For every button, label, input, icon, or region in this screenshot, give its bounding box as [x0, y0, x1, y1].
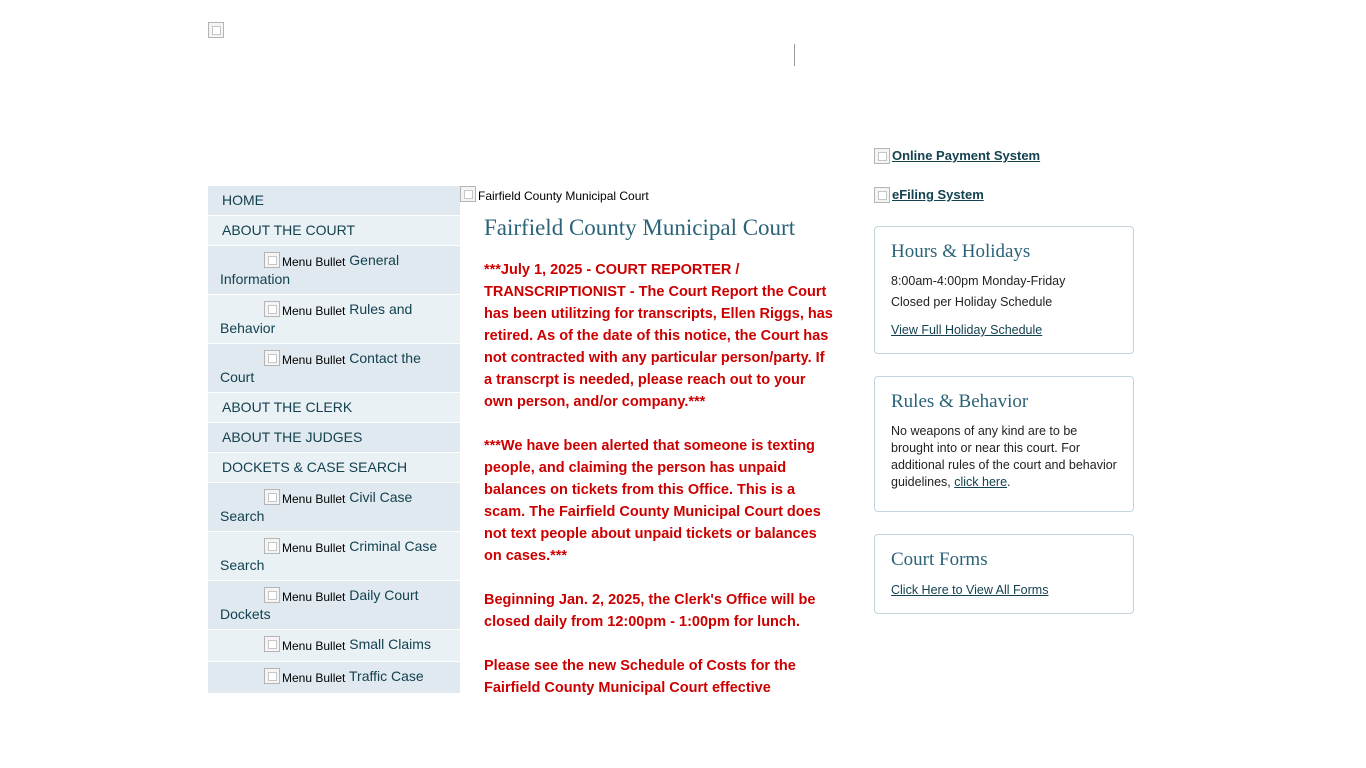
card-court-forms — [874, 534, 1134, 614]
sidebar-item-dockets-and-case-search[interactable] — [208, 453, 460, 483]
broken-image-icon — [460, 186, 476, 202]
right-column — [874, 148, 1134, 636]
menu-bullet-alt: Menu Bullet — [282, 353, 346, 367]
sidebar-item-label: ABOUT THE JUDGES — [222, 429, 363, 445]
sidebar-item-label: Small Claims — [349, 636, 431, 652]
menu-bullet-alt: Menu Bullet — [282, 671, 346, 685]
rules-body — [891, 423, 1117, 491]
menu-bullet-icon — [264, 350, 345, 369]
menu-bullet-alt: Menu Bullet — [282, 255, 346, 269]
rules-click-here-link[interactable]: click here — [954, 475, 1008, 489]
efiling-system-label[interactable]: eFiling System — [892, 187, 984, 202]
card-rules-and-behavior — [874, 376, 1134, 512]
broken-image-icon — [874, 187, 890, 203]
menu-bullet-alt: Menu Bullet — [282, 639, 346, 653]
broken-image-icon — [264, 350, 280, 366]
sidebar-item-label: DOCKETS & CASE SEARCH — [222, 459, 408, 475]
sidebar-item-small-claims[interactable] — [208, 630, 460, 662]
sidebar-item-rules-and-behavior[interactable] — [208, 295, 460, 344]
card-title: Hours & Holidays — [891, 241, 1031, 262]
banner-broken-image — [460, 186, 649, 203]
sidebar-item-label: Contact the Court — [220, 350, 421, 385]
menu-bullet-alt: Menu Bullet — [282, 304, 346, 318]
holiday-schedule-linkrow — [891, 323, 1117, 337]
broken-image-icon — [264, 538, 280, 554]
notice-court-reporter: ***July 1, 2025 - COURT REPORTER / TRANSCRIPTIONIST - The Court Report the Court has been utilitzing for transcripts, Ellen Riggs, has retired. As of the date of this notice, the Court has not contracted with any particular person/party. If a transcrpt is needed, please reach out to your own person, and/or company.*** — [484, 262, 833, 410]
view-all-forms-link[interactable]: Click Here to View All Forms — [891, 583, 1049, 597]
sidebar-item-civil-case-search[interactable] — [208, 483, 460, 532]
hours-line-1: 8:00am-4:00pm Monday-Friday — [891, 274, 1066, 288]
main-content — [460, 186, 860, 721]
broken-image-icon — [264, 587, 280, 603]
sidebar-item-traffic-case[interactable] — [208, 662, 460, 694]
sidebar-item-label: Rules and Behavior — [220, 301, 413, 336]
notice-scam-alert: ***We have been alerted that someone is texting people, and claiming the person has unpaid balances on tickets from this Office. This is a scam. The Fairfield County Municipal Court does not text people about unpaid tickets or balances on cases.*** — [484, 438, 821, 564]
site-logo-image[interactable] — [208, 22, 226, 39]
menu-bullet-alt: Menu Bullet — [282, 590, 346, 604]
efiling-system-link[interactable] — [874, 187, 1134, 204]
sidebar-item-label: ABOUT THE CLERK — [222, 399, 353, 415]
page-title: Fairfield County Municipal Court — [484, 215, 796, 240]
notice-schedule-of-costs: Please see the new Schedule of Costs for the Fairfield County Municipal Court effective — [484, 658, 796, 696]
sidebar-item-label: Criminal Case Search — [220, 538, 438, 573]
broken-image-icon — [264, 252, 280, 268]
site-header — [208, 22, 1148, 82]
sidebar-item-label: Daily Court Dockets — [220, 587, 419, 622]
menu-bullet-icon — [264, 636, 345, 655]
rules-body-after: . — [1007, 475, 1011, 489]
online-payment-system-label[interactable]: Online Payment System — [892, 148, 1041, 163]
sidebar-item-label: ABOUT THE COURT — [222, 222, 356, 238]
card-hours-and-holidays — [874, 226, 1134, 354]
sidebar-item-about-the-judges[interactable] — [208, 423, 460, 453]
broken-image-icon — [264, 301, 280, 317]
court-forms-linkrow — [891, 583, 1117, 597]
sidebar-item-label: Civil Case Search — [220, 489, 413, 524]
sidebar-item-label: General Information — [220, 252, 400, 287]
menu-bullet-icon — [264, 301, 345, 320]
menu-bullet-icon — [264, 489, 345, 508]
sidebar-item-label: Traffic Case — [349, 668, 424, 684]
sidebar-item-about-the-clerk[interactable] — [208, 393, 460, 423]
menu-bullet-icon — [264, 538, 345, 557]
card-title: Court Forms — [891, 549, 988, 570]
menu-bullet-icon — [264, 668, 345, 687]
menu-bullet-alt: Menu Bullet — [282, 492, 346, 506]
sidebar-item-about-the-court[interactable] — [208, 216, 460, 246]
menu-bullet-alt: Menu Bullet — [282, 541, 346, 555]
broken-image-icon — [264, 489, 280, 505]
main-banner-image — [460, 186, 860, 203]
sidebar-item-criminal-case-search[interactable] — [208, 532, 460, 581]
notice-lunch-closure: Beginning Jan. 2, 2025, the Clerk's Office will be closed daily from 12:00pm - 1:00pm for lunch. — [484, 592, 816, 630]
broken-image-icon — [874, 148, 890, 164]
sidebar-item-general-information[interactable] — [208, 246, 460, 295]
sidebar-item-home[interactable] — [208, 186, 460, 216]
sidebar-item-label: HOME — [222, 192, 264, 208]
view-full-holiday-schedule-link[interactable]: View Full Holiday Schedule — [891, 323, 1043, 337]
rules-body-before: No weapons of any kind are to be brought into or near this court. For additional rules of the court and behavior guidelines, — [891, 424, 1117, 489]
hours-line-2: Closed per Holiday Schedule — [891, 295, 1053, 309]
sidebar-nav — [208, 186, 460, 694]
sidebar-item-contact-the-court[interactable] — [208, 344, 460, 393]
online-payment-system-link[interactable] — [874, 148, 1134, 165]
header-divider — [794, 44, 795, 66]
menu-bullet-icon — [264, 587, 345, 606]
menu-bullet-icon — [264, 252, 345, 271]
efiling-icon — [874, 187, 892, 204]
broken-image-icon — [208, 22, 224, 38]
online-payment-icon — [874, 148, 892, 165]
card-title: Rules & Behavior — [891, 391, 1029, 412]
broken-image-icon — [264, 668, 280, 684]
broken-image-icon — [264, 636, 280, 652]
sidebar-item-daily-court-dockets[interactable] — [208, 581, 460, 630]
main-banner-alt: Fairfield County Municipal Court — [478, 189, 649, 203]
